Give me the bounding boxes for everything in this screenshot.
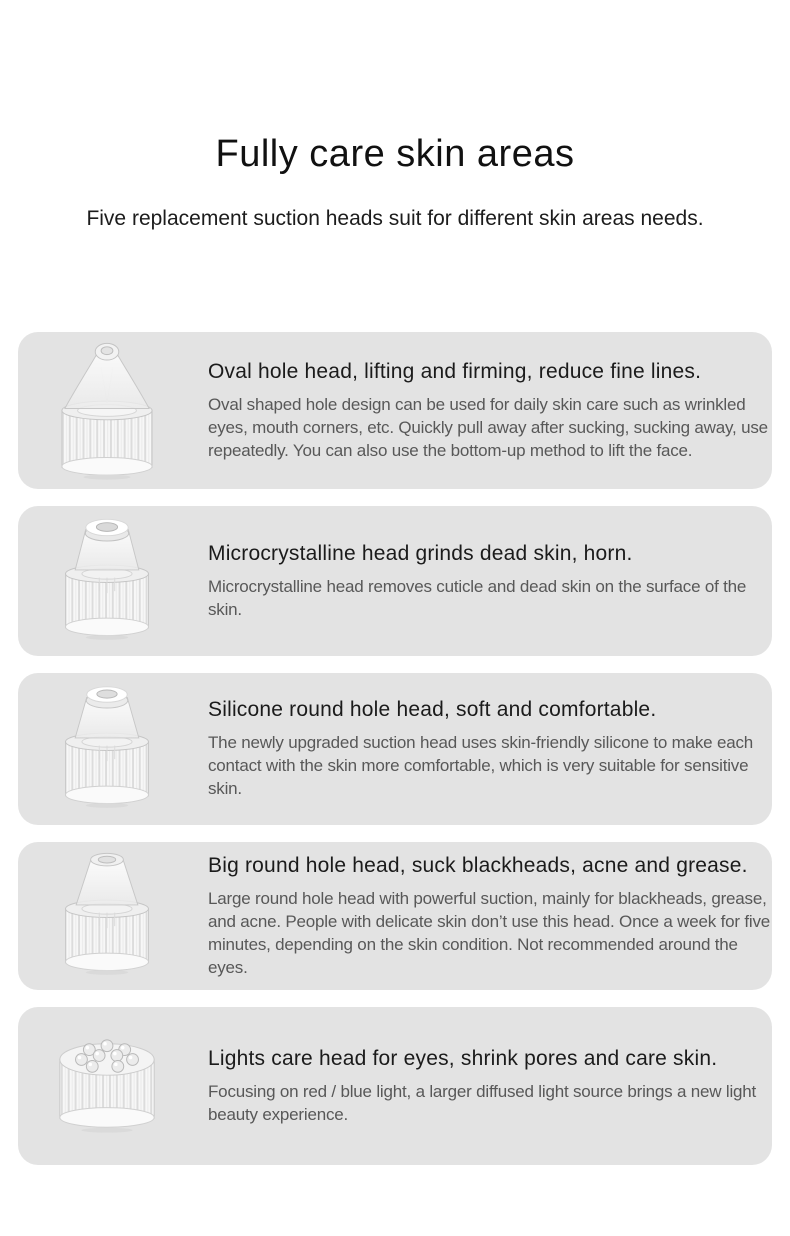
feature-card-silicone-round-hole-head [18, 673, 772, 825]
card-description: Oval shaped hole design can be used for daily skin care such as wrinkled eyes, mouth corners, etc. Quickly pull away after sucking, sucking away, use repeatedly. You can also use the bottom-up method to lift the face. [208, 394, 768, 460]
lights-care-head-icon [47, 1030, 167, 1142]
microcrystalline-head-icon [51, 514, 163, 649]
header [0, 0, 790, 232]
feature-card-list [18, 332, 772, 1165]
card-heading: Microcrystalline head grinds dead skin, horn. [208, 541, 633, 565]
silicone-round-head-image [18, 682, 196, 817]
oval-cone-head-icon [48, 338, 166, 483]
card-heading: Silicone round hole head, soft and comfortable. [208, 698, 657, 721]
oval-hole-head-image [18, 338, 196, 483]
card-text [196, 358, 772, 464]
page-title: Fully care skin areas [215, 133, 575, 175]
microcrystalline-head-image [18, 514, 196, 649]
big-round-head-icon [51, 849, 163, 984]
feature-card-microcrystalline-head [18, 506, 772, 656]
card-text [196, 1045, 772, 1128]
card-heading: Lights care head for eyes, shrink pores and care skin. [208, 1046, 718, 1070]
big-round-head-image [18, 849, 196, 984]
card-description: Microcrystalline head removes cuticle and dead skin on the surface of the skin. [208, 576, 747, 619]
card-heading: Oval hole head, lifting and firming, reduce fine lines. [208, 359, 702, 383]
silicone-round-head-icon [51, 682, 163, 817]
card-description: Focusing on red / blue light, a larger diffused light source brings a new light beauty experience. [208, 1081, 757, 1124]
card-description: The newly upgraded suction head uses skin-friendly silicone to make each contact with the skin more comfortable, which is very suitable for sensitive skin. [208, 733, 754, 798]
feature-card-oval-hole-head [18, 332, 772, 489]
card-text [196, 852, 772, 981]
card-description: Large round hole head with powerful suction, mainly for blackheads, grease, and acne. People with delicate skin don’t use this head. Once a week for five minutes, depending on the skin condition. Not recommended around the eyes. [208, 888, 771, 977]
card-heading: Big round hole head, suck blackheads, acne and grease. [208, 853, 748, 877]
feature-card-big-round-hole-head [18, 842, 772, 990]
lights-care-head-image [18, 1030, 196, 1142]
page-subtitle: Five replacement suction heads suit for different skin areas needs. [86, 207, 704, 230]
card-text [196, 540, 772, 623]
card-text [196, 696, 772, 802]
feature-card-lights-care-head [18, 1007, 772, 1165]
